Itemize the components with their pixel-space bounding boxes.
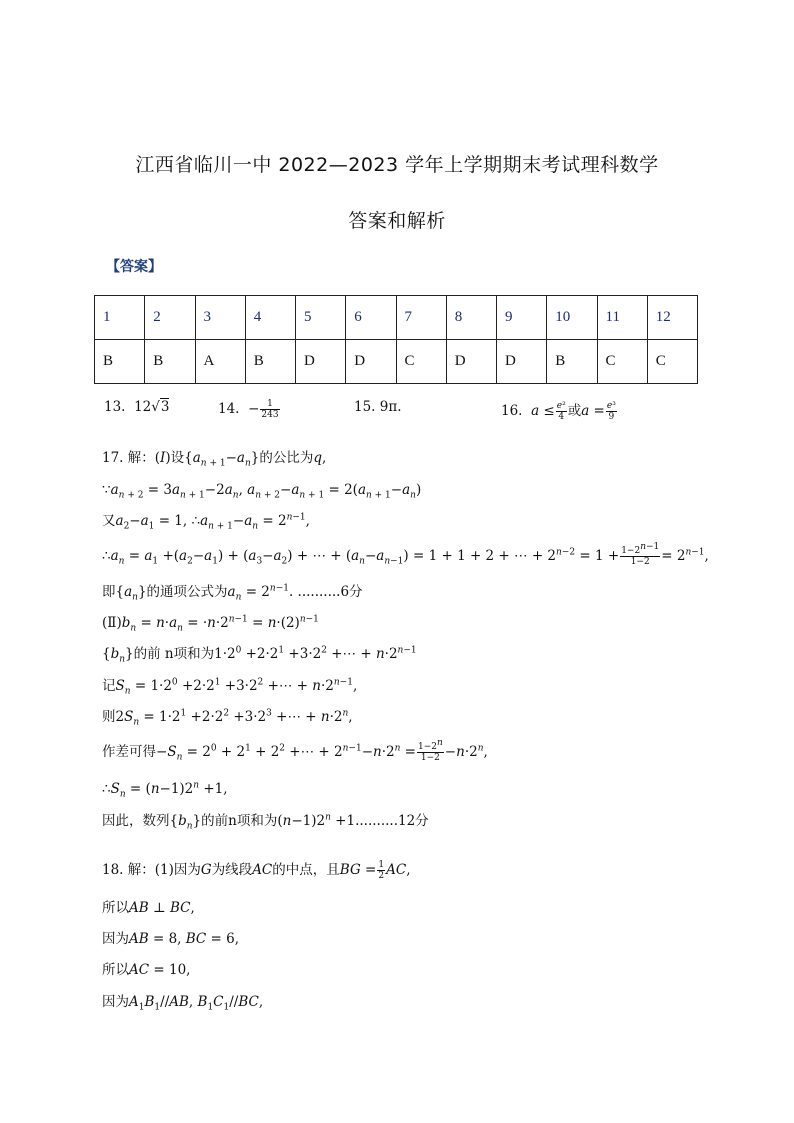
table-cell-number: 9 [497, 296, 547, 340]
table-cell-number: 7 [396, 296, 446, 340]
table-cell-answer: A [195, 340, 245, 384]
solution18-line: 所以AC = 10, [102, 962, 191, 978]
solution18-line: 所以AB ⊥ BC, [102, 900, 195, 916]
solution17-line: 又$a_2-a_1 = 1$, $\therefore a_{n + 1}-a_n = 2^{n-1}$, [102, 512, 310, 532]
table-cell-number: 5 [296, 296, 346, 340]
q13-label: 13. [104, 399, 126, 415]
solution18-line: 18. 解：(1)因为G为线段AC的中点，且BG = $\frac{1}{2}$ AC, [102, 860, 411, 881]
answer-section-tag: 【答案】 [106, 259, 162, 275]
table-cell-number: 10 [547, 296, 597, 340]
solution17-line: 17. 解：(I)设$\{a_{n + 1}-a_n\}$的公比为q, [102, 450, 327, 469]
solution17-line: $\therefore S_n = (n-1)2^n +1$, [102, 780, 228, 800]
q15-label: 15. [354, 399, 376, 415]
fill-in-q13 [104, 399, 169, 415]
solution17-line: 因此，数列$\{b_n\}$的前n项和为$(n-1)2^n +1..........12$分 [102, 812, 429, 832]
table-cell-number: 8 [446, 296, 496, 340]
solution18-line: 因为$A_1B_1//AB$, $B_1C_1//BC$, [102, 994, 264, 1013]
document-subtitle: 答案和解析 [348, 210, 446, 232]
q16-label: 16. [501, 403, 523, 419]
answer-table-answer-row [95, 340, 698, 384]
solution17-line: $\therefore a_n = a_1 +(a_2-a_1) + (a_3-a_2)$ + ⋯ + $(a_n-a_{n-1}) = 1 + 1 + 2$ + ⋯ + $2^{n-2} = 1$ + $\frac{1-2^{n-1}}{1-2}$ = $2^{n-1}$, [102, 542, 709, 567]
answer-table [94, 295, 698, 384]
table-cell-number: 2 [145, 296, 195, 340]
table-cell-number: 1 [95, 296, 145, 340]
table-cell-number: 3 [195, 296, 245, 340]
table-cell-answer: B [245, 340, 295, 384]
table-cell-answer: C [647, 340, 697, 384]
table-cell-number: 4 [245, 296, 295, 340]
document-title: 江西省临川一中 2022—2023 学年上学期期末考试理科数学 [135, 154, 659, 176]
q15-value: 9π. [379, 399, 402, 415]
solution18-line: 因为AB = 8, BC = 6, [102, 931, 240, 947]
fill-in-q14 [218, 399, 281, 420]
table-cell-answer: B [95, 340, 145, 384]
table-cell-answer: D [446, 340, 496, 384]
table-cell-answer: B [145, 340, 195, 384]
table-cell-answer: D [346, 340, 396, 384]
q16-formula: a ≤ $\frac{\text{e²}}{4}$ 或a = $\frac{\text{e³}}{9}$ [531, 401, 616, 422]
table-cell-number: 11 [597, 296, 647, 340]
fill-in-q15 [354, 399, 402, 415]
q14-formula: − $\frac{1}{243}$ [243, 399, 279, 420]
answer-table-number-row [95, 296, 698, 340]
solution17-line: 则$2S_n = 1\cdot 2^1 +2\cdot 2^2 +3\cdot 2^3$ +⋯ + $n\cdot 2^n$, [102, 708, 353, 728]
solution17-line: 记$S_n = 1\cdot 2^0 +2\cdot 2^1 +3\cdot 2^2$ +⋯ + $n\cdot 2^{n-1}$, [102, 677, 358, 697]
solution17-line: $(Ⅱ)b_n = n\cdot a_n = \cdot n\cdot 2^{n-1} = n\cdot(2)^{n-1}$ [102, 614, 319, 634]
table-cell-answer: B [547, 340, 597, 384]
table-cell-number: 6 [346, 296, 396, 340]
solution17-line: 作差可得$-S_n = 2^0 + 2^1 + 2^2$ +⋯ + $2^{n-1}-n\cdot 2^n$ = $\frac{1-2^n}{1-2}$ $-n\cdot 2^n$, [102, 738, 488, 763]
solution17-line: 即$\{a_n\}$的通项公式为$a_n = 2^{n-1}$. ..........6分 [102, 583, 363, 603]
q13-formula: 12√3 [129, 399, 170, 415]
table-cell-answer: C [597, 340, 647, 384]
solution17-line: $\because a_{n + 2} = 3a_{n + 1}-2a_n$, $a_{n + 2}-a_{n + 1} = 2(a_{n + 1}-a_n)$ [102, 482, 422, 501]
fill-in-q16 [501, 399, 618, 422]
table-cell-answer: D [497, 340, 547, 384]
solution17-line: $\{b_n\}$的前 n项和为$1\cdot 2^0 +2\cdot 2^1 +3\cdot 2^2$ +⋯ + $n\cdot 2^{n-1}$ [102, 645, 417, 665]
table-cell-answer: C [396, 340, 446, 384]
q14-label: 14. [218, 401, 240, 417]
table-cell-number: 12 [647, 296, 697, 340]
table-cell-answer: D [296, 340, 346, 384]
